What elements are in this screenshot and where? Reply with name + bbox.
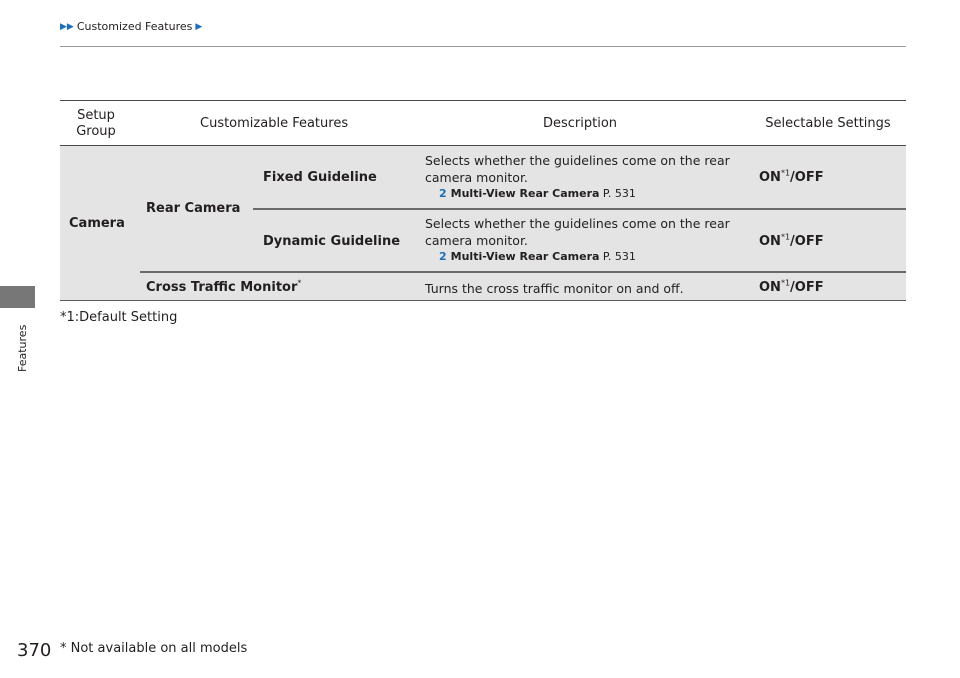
cross-reference-link[interactable]	[425, 249, 735, 264]
reference-title: Multi-View Rear Camera	[450, 250, 600, 263]
header-setup-group: Setup Group	[76, 108, 116, 139]
default-marker: *1	[780, 278, 791, 288]
setting-off: /OFF	[790, 280, 824, 295]
reference-page: P. 531	[602, 187, 636, 200]
reference-page: P. 531	[602, 250, 636, 263]
setting-on: ON	[759, 234, 781, 249]
header-description: Description	[542, 116, 618, 131]
description-text: Selects whether the guidelines come on the rear camera monitor.	[425, 216, 730, 248]
row-divider	[140, 271, 906, 273]
feature-fixed-guideline: Fixed Guideline	[263, 170, 377, 185]
setting-dynamic-guideline	[759, 234, 824, 249]
section-tab-marker	[0, 286, 35, 308]
feature-dynamic-guideline: Dynamic Guideline	[263, 234, 401, 249]
default-marker: *1	[780, 168, 791, 178]
row-divider	[253, 208, 906, 210]
availability-marker: *	[297, 278, 302, 288]
breadcrumb-arrow-icon: ▶▶	[60, 21, 74, 32]
default-setting-footnote: *1:Default Setting	[60, 310, 178, 325]
description-text: Selects whether the guidelines come on the rear camera monitor.	[425, 153, 730, 185]
page-number: 370	[17, 640, 52, 661]
availability-footnote: * Not available on all models	[60, 641, 248, 656]
reference-arrow-icon: 2	[439, 250, 447, 263]
table-body	[60, 146, 906, 301]
setting-off: /OFF	[790, 234, 824, 249]
cross-reference-link[interactable]	[425, 186, 735, 201]
breadcrumb-trail-arrow-icon: ▶	[195, 21, 203, 32]
description-dynamic-guideline	[425, 215, 735, 264]
setting-on: ON	[759, 280, 781, 295]
breadcrumb-section[interactable]: Customized Features	[76, 20, 193, 33]
table-header	[60, 100, 906, 146]
description-fixed-guideline	[425, 152, 735, 201]
feature-cross-traffic-monitor	[146, 280, 301, 295]
setting-off: /OFF	[790, 170, 824, 185]
setting-on: ON	[759, 170, 781, 185]
group-camera: Camera	[69, 216, 125, 231]
section-tab-label: Features	[16, 324, 29, 372]
customized-features-table	[60, 100, 906, 301]
feature-label: Cross Traffic Monitor	[146, 280, 298, 295]
reference-title: Multi-View Rear Camera	[450, 187, 600, 200]
header-selectable-settings: Selectable Settings	[765, 116, 891, 131]
header-divider	[60, 46, 906, 47]
reference-arrow-icon: 2	[439, 187, 447, 200]
subgroup-rear-camera: Rear Camera	[146, 201, 241, 216]
setting-fixed-guideline	[759, 170, 824, 185]
description-cross-traffic-monitor: Turns the cross traffic monitor on and off.	[425, 281, 684, 296]
breadcrumb	[60, 20, 203, 33]
default-marker: *1	[780, 232, 791, 242]
header-customizable-features: Customizable Features	[200, 116, 349, 131]
setting-cross-traffic-monitor	[759, 280, 824, 295]
